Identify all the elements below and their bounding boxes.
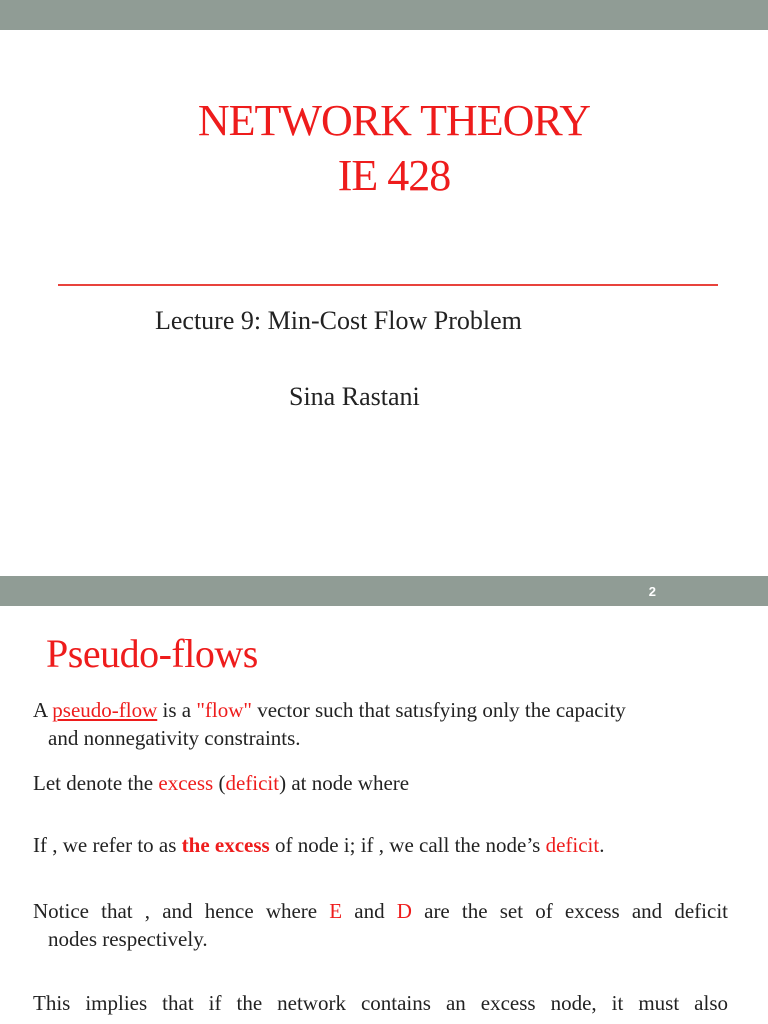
term-node-deficit: deficit: [545, 833, 600, 857]
term-flow: "flow": [196, 698, 252, 722]
slide-number: 2: [648, 584, 656, 599]
term-D: D: [396, 899, 412, 923]
slide1-title-line2: IE 428: [337, 151, 451, 200]
slide1-title-line1: NETWORK THEORY: [197, 96, 591, 145]
term-the-excess: the excess: [181, 833, 270, 857]
paragraph-notice: Notice that , and hence where E and D are the set of excess and deficit nodes respectively.: [33, 899, 728, 951]
slide2-header-bar: [0, 576, 768, 606]
paragraph-pseudo-flow-definition: A pseudo-flow is a "flow" vector such that satısfying only the capacity and nonnegativity constraints.: [33, 698, 626, 750]
paragraph-excess-definition: Let denote the excess (deficit) at node where: [33, 771, 410, 795]
slide1-subtitle: Lecture 9: Min-Cost Flow Problem: [155, 306, 522, 335]
slide1-author: Sina Rastani: [289, 382, 420, 411]
slide2-heading: Pseudo-flows: [46, 631, 258, 676]
paragraph-excess-deficit: If , we refer to as the excess of node i; if , we call the node’s deficit.: [33, 833, 605, 857]
term-deficit: deficit: [225, 771, 280, 795]
term-pseudo-flow: pseudo-flow: [52, 698, 158, 722]
term-excess: excess: [158, 771, 214, 795]
slide1-header-bar: [0, 0, 768, 30]
title-divider: [58, 284, 718, 286]
term-E: E: [329, 899, 343, 923]
paragraph-implication: This implies that if the network contains an excess node, it must also: [33, 991, 728, 1015]
